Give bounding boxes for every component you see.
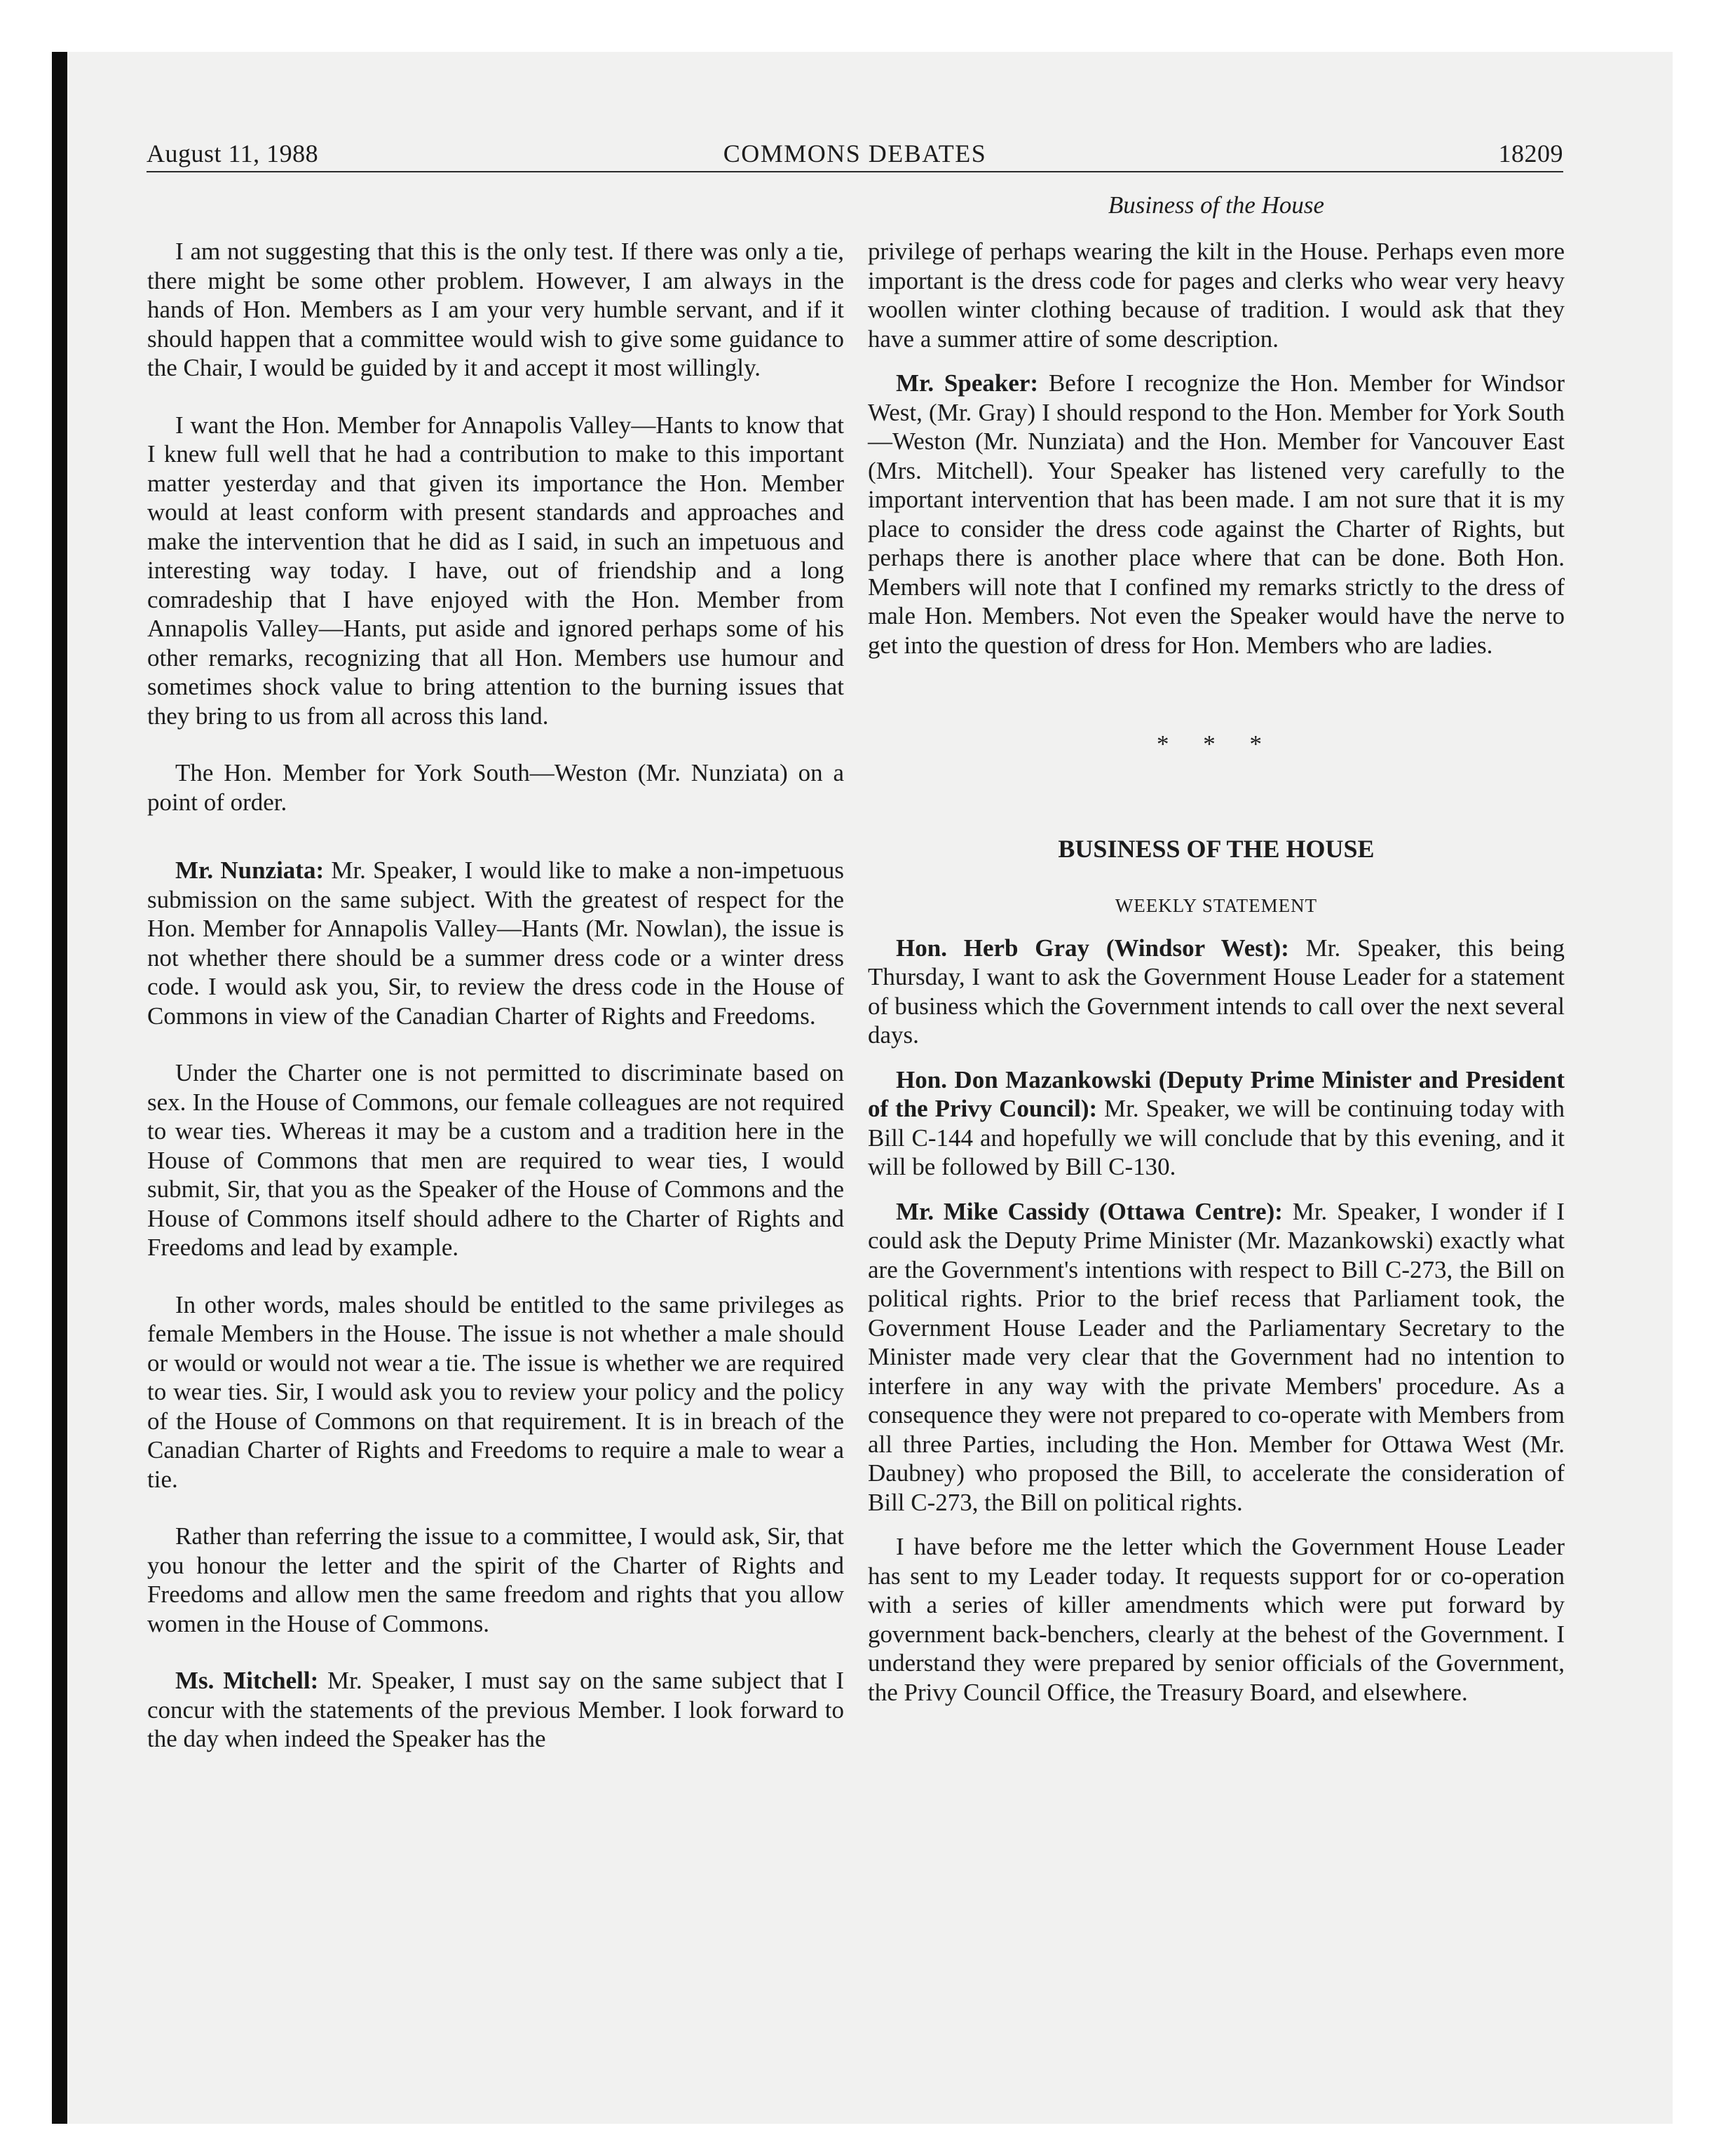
scan-edge (52, 52, 67, 2124)
speaker-name: Mr. Speaker: (896, 369, 1039, 397)
speaker-name: Ms. Mitchell: (175, 1667, 319, 1694)
speech-paragraph (868, 1197, 1565, 1517)
speaker-name: Hon. Don Mazankowski (Deputy Prime Minister and President of the Privy Council): (868, 1065, 1565, 1122)
speech-paragraph (868, 934, 1565, 1050)
header-rule (147, 171, 1563, 172)
speech-text: Mr. Speaker, this being Thursday, I want to ask the Government House Leader for a statement of business which the Government intends to call over the next several days. (868, 934, 1565, 1049)
header-page-number: 18209 (1498, 139, 1563, 168)
header-date: August 11, 1988 (147, 139, 319, 168)
speech-text: Mr. Speaker, I must say on the same subject that I concur with the statements of the previous Member. I look forward to the day when indeed the Speaker has the (147, 1667, 844, 1752)
paragraph: I am not suggesting that this is the only test. If there was only a tie, there might be some other problem. However, I am always in the hands of Hon. Members as I am your very humble servant, and if it should happen that a committee would wish to give some guidance to the Chair, I would be guided by it and accept it most willingly. (147, 238, 844, 381)
paragraph: privilege of perhaps wearing the kilt in the House. Perhaps even more important is the dress code for pages and clerks who wear very heavy woollen winter clothing because of tradition. I would ask that they have a summer attire of some description. (868, 238, 1565, 353)
speaker-name: Mr. Mike Cassidy (Ottawa Centre): (896, 1197, 1283, 1225)
paragraph: Under the Charter one is not permitted to discriminate based on sex. In the House of Commons, our female colleagues are not required to wear ties. Whereas it may be a custom and a tradition here in the House of Commons that men are required to wear ties, I would submit, Sir, that you as the Speaker of the House of Commons and the House of Commons itself should adhere to the Charter of Rights and Freedoms and lead by example. (147, 1059, 844, 1261)
section-separator: * * * (1157, 730, 1276, 758)
header-journal-title: COMMONS DEBATES (723, 139, 987, 168)
speech-text: Mr. Speaker, I wonder if I could ask the Deputy Prime Minister (Mr. Mazankowski) exactly what are the Government's intentions with respect to Bill C-273, the Bill on political rights. Prior to the brief recess that Parliament took, the Government House Leader and the Parliamentary Secretary to the Minister made very clear that the Government had no intention to interfere in any way with the private Members' procedure. As a consequence they were not prepared to co-operate with Members from all three Parties, including the Hon. Member for Ottawa West (Mr. Daubney) who proposed the Bill, to accelerate the consideration of Bill C-273, the Bill on political rights. (868, 1197, 1565, 1516)
speech-paragraph (147, 1666, 844, 1754)
right-column (868, 237, 1565, 1707)
speech-paragraph (868, 369, 1565, 660)
paragraph: I have before me the letter which the Government House Leader has sent to my Leader today. It requests support for or co-operation with a series of killer amendments which were put forward by government back-benchers, clearly at the behest of the Government. I understand they were prepared by senior officials of the Government, the Privy Council Office, the Treasury Board, and elsewhere. (868, 1533, 1565, 1706)
paragraph: Rather than referring the issue to a committee, I would ask, Sir, that you honour the letter and the spirit of the Charter of Rights and Freedoms and allow men the same freedom and rights that you allow women in the House of Commons. (147, 1522, 844, 1637)
left-column (147, 237, 844, 1754)
speech-paragraph (147, 856, 844, 1030)
speaker-name: Hon. Herb Gray (Windsor West): (896, 934, 1289, 962)
section-heading: BUSINESS OF THE HOUSE (1058, 834, 1375, 863)
running-header (147, 137, 1563, 170)
paragraph: The Hon. Member for York South—Weston (Mr. Nunziata) on a point of order. (147, 759, 844, 816)
section-label: Business of the House (1108, 191, 1325, 219)
speech-text: Before I recognize the Hon. Member for Windsor West, (Mr. Gray) I should respond to the Hon. Member for York South—Weston (Mr. Nunziata) and the Hon. Member for Vancouver East (Mrs. Mitchell). Your Speaker has listened very carefully to the important intervention that has been made. I am not sure that it is my place to consider the dress code against the Charter of Rights, but perhaps there is another place where that can be done. Both Hon. Members will note that I confined my remarks strictly to the dress of male Hon. Members. Not even the Speaker would have the nerve to get into the question of dress for Hon. Members who are ladies. (868, 369, 1565, 659)
section-subheading: WEEKLY STATEMENT (1115, 895, 1318, 916)
paragraph: In other words, males should be entitled to the same privileges as female Members in the House. The issue is not whether a male should or would or would not wear a tie. The issue is whether we are required to wear ties. Sir, I would ask you to review your policy and the policy of the House of Commons on that requirement. It is in breach of the Canadian Charter of Rights and Freedoms to require a male to wear a tie. (147, 1290, 844, 1493)
paragraph: I want the Hon. Member for Annapolis Valley—Hants to know that I knew full well that he had a contribution to make to this important matter yesterday and that given its importance the Hon. Member would at least conform with present standards and approaches and make the intervention that he did as I said, in such an impetuous and interesting way today. I have, out of friendship and a long comradeship that I have enjoyed with the Hon. Member from Annapolis Valley—Hants, put aside and ignored perhaps some of his other remarks, recognizing that all Hon. Members use humour and sometimes shock value to bring attention to the burning issues that they bring to us from all across this land. (147, 411, 844, 730)
speaker-name: Mr. Nunziata: (175, 857, 325, 884)
speech-text: Mr. Speaker, I would like to make a non-impetuous submission on the same subject. With the greatest of respect for the Hon. Member for Annapolis Valley—Hants (Mr. Nowlan), the issue is not whether there should be a summer dress code or a winter dress code. I would ask you, Sir, to review the dress code in the House of Commons in view of the Canadian Charter of Rights and Freedoms. (147, 857, 844, 1030)
speech-text: Mr. Speaker, we will be continuing today with Bill C-144 and hopefully we will conclude that by this evening, and it will be followed by Bill C-130. (868, 1095, 1565, 1180)
speech-paragraph (868, 1065, 1565, 1182)
